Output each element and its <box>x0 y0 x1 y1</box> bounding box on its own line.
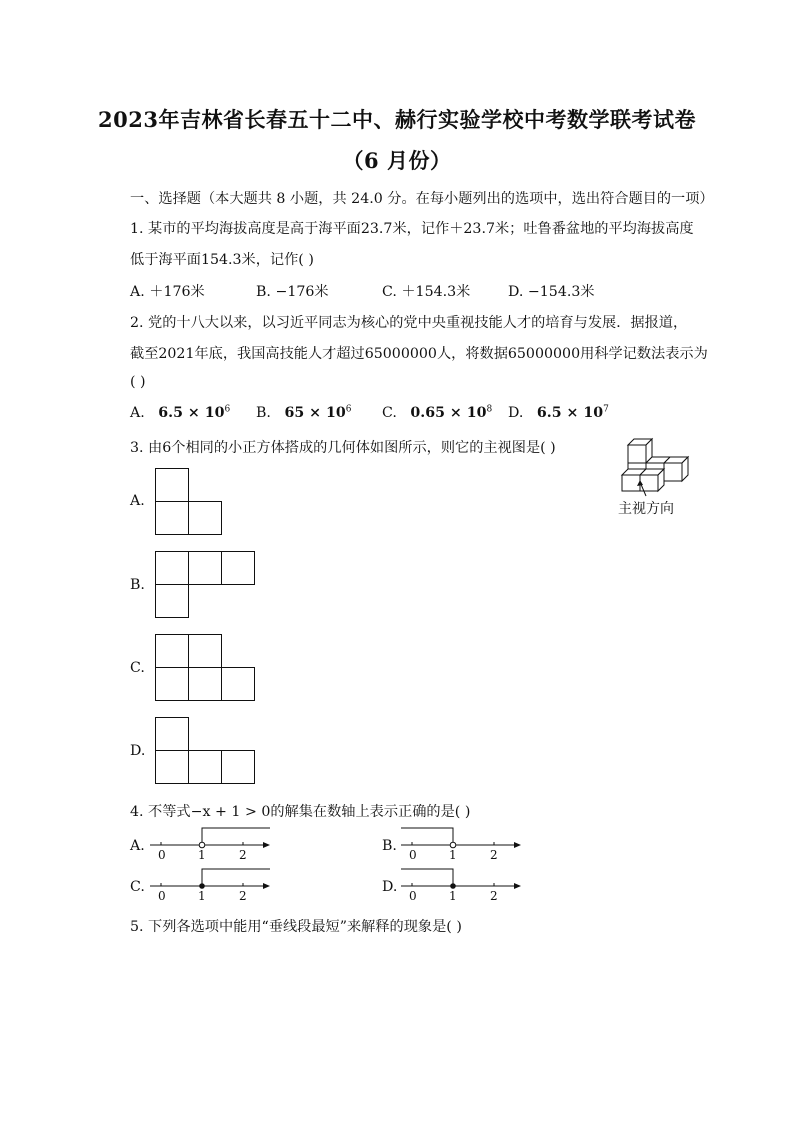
q3-option-c-figure[interactable] <box>155 634 257 704</box>
open-circle-icon <box>450 842 456 848</box>
tick-label: 2 <box>490 889 498 903</box>
q4-text-line1: 4. 不等式−x + 1 > 0的解集在数轴上表示正确的是( ) <box>130 804 471 820</box>
q2-option-d-exp: 7 <box>603 404 609 415</box>
q2-option-a[interactable] <box>130 405 230 421</box>
q3-text-line1: 3. 由6个相同的小正方体搭成的几何体如图所示，则它的主视图是( ) <box>130 440 556 456</box>
axis-arrow-icon <box>514 842 521 848</box>
exam-subtitle: （6 月份） <box>342 148 452 173</box>
exam-title: 2023年吉林省长春五十二中、赫行实验学校中考数学联考试卷 <box>98 107 696 132</box>
q3-option-b-letter[interactable]: B. <box>130 577 145 593</box>
q3-figure-caption: 主视方向 <box>618 501 674 517</box>
q4-option-c-letter[interactable]: C. <box>130 879 145 895</box>
q2-text-line1: 2. 党的十八大以来，以习近平同志为核心的党中央重视技能人才的培育与发展．据报道， <box>130 315 688 331</box>
tick-label: 1 <box>198 848 206 862</box>
q2-option-a-label: A. <box>130 405 145 421</box>
q2-text-line3: ( ) <box>130 374 146 390</box>
q2-option-b-exp: 6 <box>345 404 352 415</box>
q4-option-d-numberline[interactable] <box>401 866 526 906</box>
q1-text-line2: 低于海平面154.3米，记作( ) <box>130 252 314 268</box>
q4-option-d-letter[interactable]: D. <box>382 879 398 895</box>
q2-option-c-base: 0.65 × 10 <box>410 405 487 421</box>
q2-option-b-base: 65 × 10 <box>284 405 346 421</box>
q5-text-line1: 5. 下列各选项中能用“垂线段最短”来解释的现象是( ) <box>130 919 462 935</box>
q2-option-a-base: 6.5 × 10 <box>158 405 225 421</box>
q3-option-b-figure[interactable] <box>155 551 257 621</box>
q1-option-a[interactable]: A. ＋176米 <box>130 284 205 300</box>
q2-option-d-base: 6.5 × 10 <box>536 405 604 421</box>
q3-option-d-letter[interactable]: D. <box>130 743 146 759</box>
tick-label: 1 <box>449 889 457 903</box>
filled-circle-icon <box>199 883 205 889</box>
q2-option-c-exp: 8 <box>486 404 493 415</box>
tick-label: 2 <box>239 889 247 903</box>
q2-option-d[interactable] <box>508 405 609 421</box>
axis-arrow-icon <box>263 842 270 848</box>
q3-cube-figure <box>618 436 718 496</box>
q2-text-line2: 截至2021年底，我国高技能人才超过65000000人，将数据65000000用科学记数法表示为 <box>130 346 708 362</box>
filled-circle-icon <box>450 883 456 889</box>
q2-option-d-label: D. <box>508 405 524 421</box>
tick-label: 1 <box>198 889 206 903</box>
section-heading: 一、选择题（本大题共 8 小题，共 24.0 分。在每小题列出的选项中，选出符合题目的一项） <box>130 191 714 207</box>
q1-option-b[interactable]: B. −176米 <box>256 284 329 300</box>
q2-option-b[interactable] <box>256 405 351 421</box>
open-circle-icon <box>199 842 205 848</box>
tick-label: 0 <box>409 848 417 862</box>
tick-label: 1 <box>449 848 457 862</box>
q2-option-c[interactable] <box>382 405 492 421</box>
cube-front-face <box>664 463 682 481</box>
q3-option-d-figure[interactable] <box>155 717 257 787</box>
q2-option-c-label: C. <box>382 405 397 421</box>
tick-label: 2 <box>239 848 247 862</box>
q4-option-a-letter[interactable]: A. <box>130 838 145 854</box>
q1-text-line1: 1. 某市的平均海拔高度是高于海平面23.7米，记作＋23.7米；吐鲁番盆地的平均海拔高度 <box>130 221 694 237</box>
tick-label: 2 <box>490 848 498 862</box>
q3-option-a-letter[interactable]: A. <box>130 493 145 509</box>
q1-option-d[interactable]: D. −154.3米 <box>508 284 595 300</box>
q4-option-a-numberline[interactable] <box>150 825 275 865</box>
q2-option-a-exp: 6 <box>224 404 231 415</box>
q4-option-b-letter[interactable]: B. <box>382 838 397 854</box>
tick-label: 0 <box>158 889 166 903</box>
tick-label: 0 <box>158 848 166 862</box>
tick-label: 0 <box>409 889 417 903</box>
axis-arrow-icon <box>263 883 270 889</box>
q1-option-c[interactable]: C. ＋154.3米 <box>382 284 471 300</box>
q3-option-c-letter[interactable]: C. <box>130 660 145 676</box>
q2-option-b-label: B. <box>256 405 271 421</box>
cube-front-face <box>622 475 640 491</box>
q3-option-a-figure[interactable] <box>155 468 225 538</box>
cube-front-face <box>628 445 646 463</box>
axis-arrow-icon <box>514 883 521 889</box>
q4-option-c-numberline[interactable] <box>150 866 275 906</box>
q4-option-b-numberline[interactable] <box>401 825 526 865</box>
